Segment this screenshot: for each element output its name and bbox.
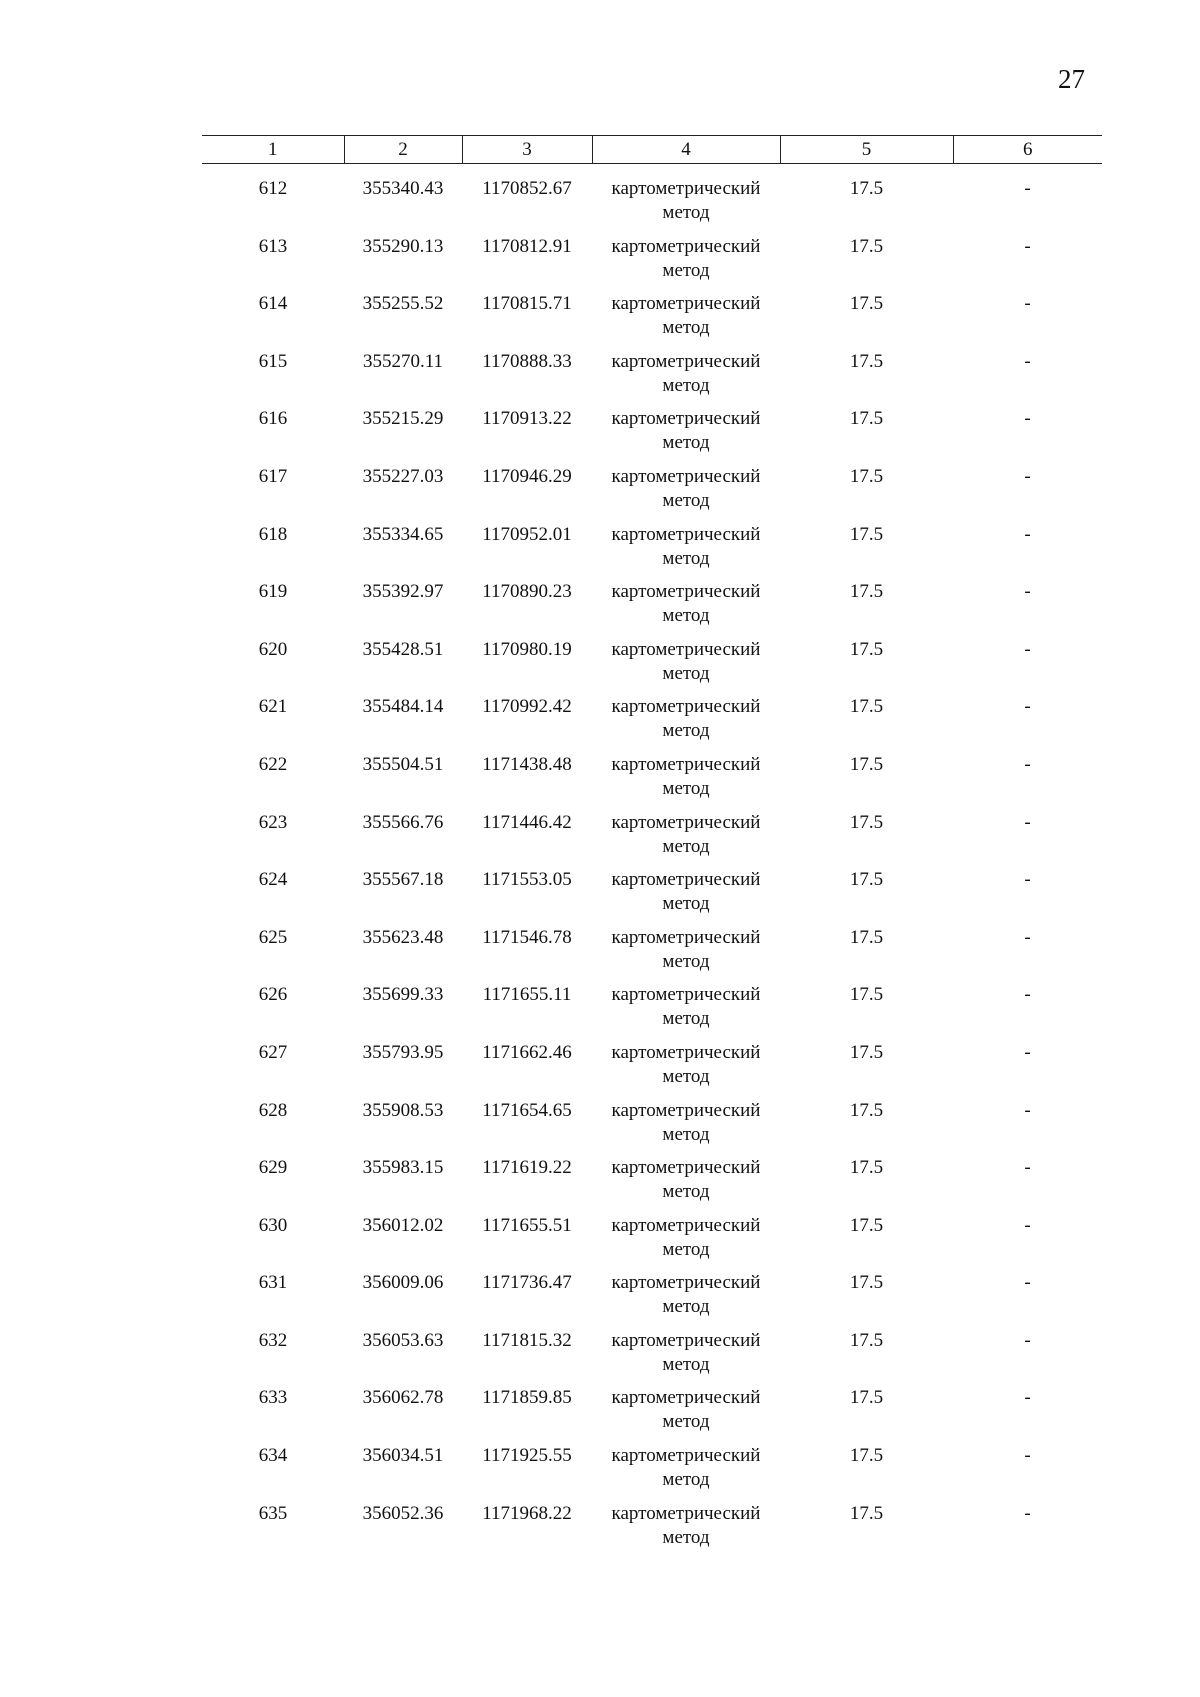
cell-value: 17.5 (849, 581, 884, 603)
cell-note: - (1024, 408, 1031, 430)
cell-n: 619 (258, 581, 288, 603)
table-row (202, 407, 1102, 465)
header-col-4: 4 (592, 136, 780, 164)
cell-y: 1171859.85 (482, 1387, 572, 1409)
cell-x: 356062.78 (362, 1387, 444, 1409)
cell-note: - (1024, 523, 1031, 545)
cell-value: 17.5 (849, 753, 884, 775)
table-row (202, 235, 1102, 293)
cell-value: 17.5 (849, 1445, 884, 1467)
cell-x: 356034.51 (362, 1445, 444, 1467)
cell-x: 355793.95 (362, 1041, 444, 1063)
table-row (202, 983, 1102, 1041)
cell-n: 628 (258, 1099, 288, 1121)
cell-x: 356012.02 (362, 1214, 444, 1236)
cell-n: 625 (258, 926, 288, 948)
cell-x: 355623.48 (362, 926, 444, 948)
cell-method: картометрический метод (611, 523, 761, 569)
table-row (202, 177, 1102, 235)
cell-x: 355340.43 (362, 178, 444, 199)
cell-y: 1170888.33 (482, 350, 572, 372)
cell-value: 17.5 (849, 1157, 884, 1179)
cell-x: 355567.18 (362, 869, 444, 891)
cell-method: картометрический метод (611, 869, 761, 915)
cell-method: картометрический метод (611, 1329, 761, 1375)
cell-n: 627 (258, 1041, 288, 1063)
cell-method: картометрический метод (611, 753, 761, 799)
table-row (202, 753, 1102, 811)
cell-note: - (1024, 1099, 1031, 1121)
cell-value: 17.5 (849, 1041, 884, 1063)
cell-y: 1171446.42 (482, 811, 572, 833)
cell-value: 17.5 (849, 350, 884, 372)
cell-x: 356052.36 (362, 1502, 444, 1524)
table-row (202, 811, 1102, 869)
cell-method: картометрический метод (611, 1214, 761, 1260)
cell-method: картометрический метод (611, 1099, 761, 1145)
cell-y: 1171546.78 (482, 926, 572, 948)
cell-note: - (1024, 869, 1031, 891)
cell-method: картометрический метод (611, 235, 761, 281)
header-col-6: 6 (953, 136, 1102, 164)
cell-value: 17.5 (849, 1272, 884, 1294)
cell-y: 1170946.29 (482, 465, 572, 487)
cell-x: 355334.65 (362, 523, 444, 545)
cell-method: картометрический метод (611, 1041, 761, 1087)
cell-note: - (1024, 753, 1031, 775)
cell-note: - (1024, 1272, 1031, 1294)
cell-x: 355504.51 (362, 753, 444, 775)
cell-x: 356009.06 (362, 1272, 444, 1294)
coordinates-table (202, 135, 1102, 1559)
table-row (202, 292, 1102, 350)
cell-n: 626 (258, 984, 288, 1006)
header-col-5: 5 (780, 136, 953, 164)
cell-note: - (1024, 1157, 1031, 1179)
cell-note: - (1024, 926, 1031, 948)
cell-y: 1171968.22 (482, 1502, 572, 1524)
table-row (202, 1444, 1102, 1502)
cell-x: 355484.14 (362, 696, 444, 718)
table-row (202, 1271, 1102, 1329)
cell-method: картометрический метод (611, 1272, 761, 1318)
cell-x: 355227.03 (362, 465, 444, 487)
table-header (202, 136, 1102, 178)
cell-note: - (1024, 1502, 1031, 1524)
cell-n: 624 (258, 869, 288, 891)
header-col-3: 3 (462, 136, 592, 164)
cell-n: 634 (258, 1445, 288, 1467)
cell-note: - (1024, 581, 1031, 603)
cell-value: 17.5 (849, 926, 884, 948)
cell-y: 1171553.05 (482, 869, 572, 891)
cell-y: 1171925.55 (482, 1445, 572, 1467)
cell-x: 355428.51 (362, 638, 444, 660)
cell-value: 17.5 (849, 1329, 884, 1351)
cell-value: 17.5 (849, 408, 884, 430)
cell-note: - (1024, 1329, 1031, 1351)
cell-y: 1171655.51 (482, 1214, 572, 1236)
cell-note: - (1024, 1214, 1031, 1236)
cell-value: 17.5 (849, 465, 884, 487)
table-row (202, 523, 1102, 581)
table-row (202, 1214, 1102, 1272)
cell-method: картометрический метод (611, 696, 761, 742)
cell-note: - (1024, 696, 1031, 718)
cell-n: 621 (258, 696, 288, 718)
cell-n: 623 (258, 811, 288, 833)
cell-n: 633 (258, 1387, 288, 1409)
cell-note: - (1024, 178, 1031, 199)
cell-y: 1170980.19 (482, 638, 572, 660)
cell-y: 1171662.46 (482, 1041, 572, 1063)
cell-value: 17.5 (849, 293, 884, 315)
cell-n: 629 (258, 1157, 288, 1179)
cell-method: картометрический метод (611, 926, 761, 972)
cell-n: 622 (258, 753, 288, 775)
cell-n: 620 (258, 638, 288, 660)
cell-method: картометрический метод (611, 811, 761, 857)
cell-x: 356053.63 (362, 1329, 444, 1351)
table-row (202, 1502, 1102, 1560)
header-col-2: 2 (344, 136, 462, 164)
table-body (202, 177, 1102, 1559)
cell-method: картометрический метод (611, 638, 761, 684)
cell-y: 1171438.48 (482, 753, 572, 775)
cell-note: - (1024, 350, 1031, 372)
page-number: 27 (1058, 64, 1085, 94)
cell-x: 355908.53 (362, 1099, 444, 1121)
cell-method: картометрический метод (611, 1387, 761, 1433)
cell-x: 355290.13 (362, 235, 444, 257)
cell-n: 612 (258, 178, 288, 199)
cell-y: 1170913.22 (482, 408, 572, 430)
cell-note: - (1024, 1041, 1031, 1063)
cell-value: 17.5 (849, 1502, 884, 1524)
cell-value: 17.5 (849, 696, 884, 718)
cell-x: 355270.11 (362, 350, 444, 372)
cell-x: 355215.29 (362, 408, 444, 430)
cell-y: 1171655.11 (482, 984, 572, 1006)
cell-value: 17.5 (849, 638, 884, 660)
cell-note: - (1024, 811, 1031, 833)
cell-method: картометрический метод (611, 581, 761, 627)
table-row (202, 580, 1102, 638)
table-row (202, 1329, 1102, 1387)
cell-n: 614 (258, 293, 288, 315)
cell-x: 355699.33 (362, 984, 444, 1006)
cell-y: 1170992.42 (482, 696, 572, 718)
cell-y: 1171654.65 (482, 1099, 572, 1121)
cell-x: 355392.97 (362, 581, 444, 603)
table-row (202, 868, 1102, 926)
cell-x: 355566.76 (362, 811, 444, 833)
cell-note: - (1024, 235, 1031, 257)
cell-method: картометрический метод (611, 408, 761, 454)
cell-note: - (1024, 1445, 1031, 1467)
table-row (202, 1386, 1102, 1444)
cell-n: 613 (258, 235, 288, 257)
cell-n: 616 (258, 408, 288, 430)
cell-method: картометрический метод (611, 178, 761, 223)
cell-note: - (1024, 638, 1031, 660)
cell-value: 17.5 (849, 984, 884, 1006)
cell-y: 1171815.32 (482, 1329, 572, 1351)
table-row (202, 926, 1102, 984)
header-col-1: 1 (202, 136, 344, 164)
cell-method: картометрический метод (611, 293, 761, 339)
cell-method: картометрический метод (611, 1445, 761, 1491)
table-row (202, 695, 1102, 753)
cell-value: 17.5 (849, 869, 884, 891)
cell-x: 355255.52 (362, 293, 444, 315)
cell-y: 1171736.47 (482, 1272, 572, 1294)
cell-y: 1170852.67 (482, 178, 572, 199)
cell-value: 17.5 (849, 1214, 884, 1236)
cell-n: 631 (258, 1272, 288, 1294)
cell-value: 17.5 (849, 811, 884, 833)
cell-y: 1170815.71 (482, 293, 572, 315)
cell-value: 17.5 (849, 178, 884, 199)
cell-method: картометрический метод (611, 1157, 761, 1203)
cell-n: 635 (258, 1502, 288, 1524)
cell-value: 17.5 (849, 1099, 884, 1121)
cell-value: 17.5 (849, 1387, 884, 1409)
cell-y: 1171619.22 (482, 1157, 572, 1179)
cell-note: - (1024, 465, 1031, 487)
cell-value: 17.5 (849, 523, 884, 545)
cell-n: 617 (258, 465, 288, 487)
cell-n: 632 (258, 1329, 288, 1351)
table-row (202, 1099, 1102, 1157)
table-row (202, 350, 1102, 408)
cell-method: картометрический метод (611, 465, 761, 511)
cell-note: - (1024, 1387, 1031, 1409)
cell-note: - (1024, 293, 1031, 315)
cell-x: 355983.15 (362, 1157, 444, 1179)
cell-method: картометрический метод (611, 984, 761, 1030)
cell-method: картометрический метод (611, 350, 761, 396)
cell-n: 615 (258, 350, 288, 372)
table-row (202, 1156, 1102, 1214)
cell-note: - (1024, 984, 1031, 1006)
cell-n: 618 (258, 523, 288, 545)
table-row (202, 1041, 1102, 1099)
cell-y: 1170890.23 (482, 581, 572, 603)
table-row (202, 465, 1102, 523)
table-row (202, 638, 1102, 696)
cell-value: 17.5 (849, 235, 884, 257)
cell-method: картометрический метод (611, 1502, 761, 1548)
cell-y: 1170952.01 (482, 523, 572, 545)
cell-y: 1170812.91 (482, 235, 572, 257)
cell-n: 630 (258, 1214, 288, 1236)
